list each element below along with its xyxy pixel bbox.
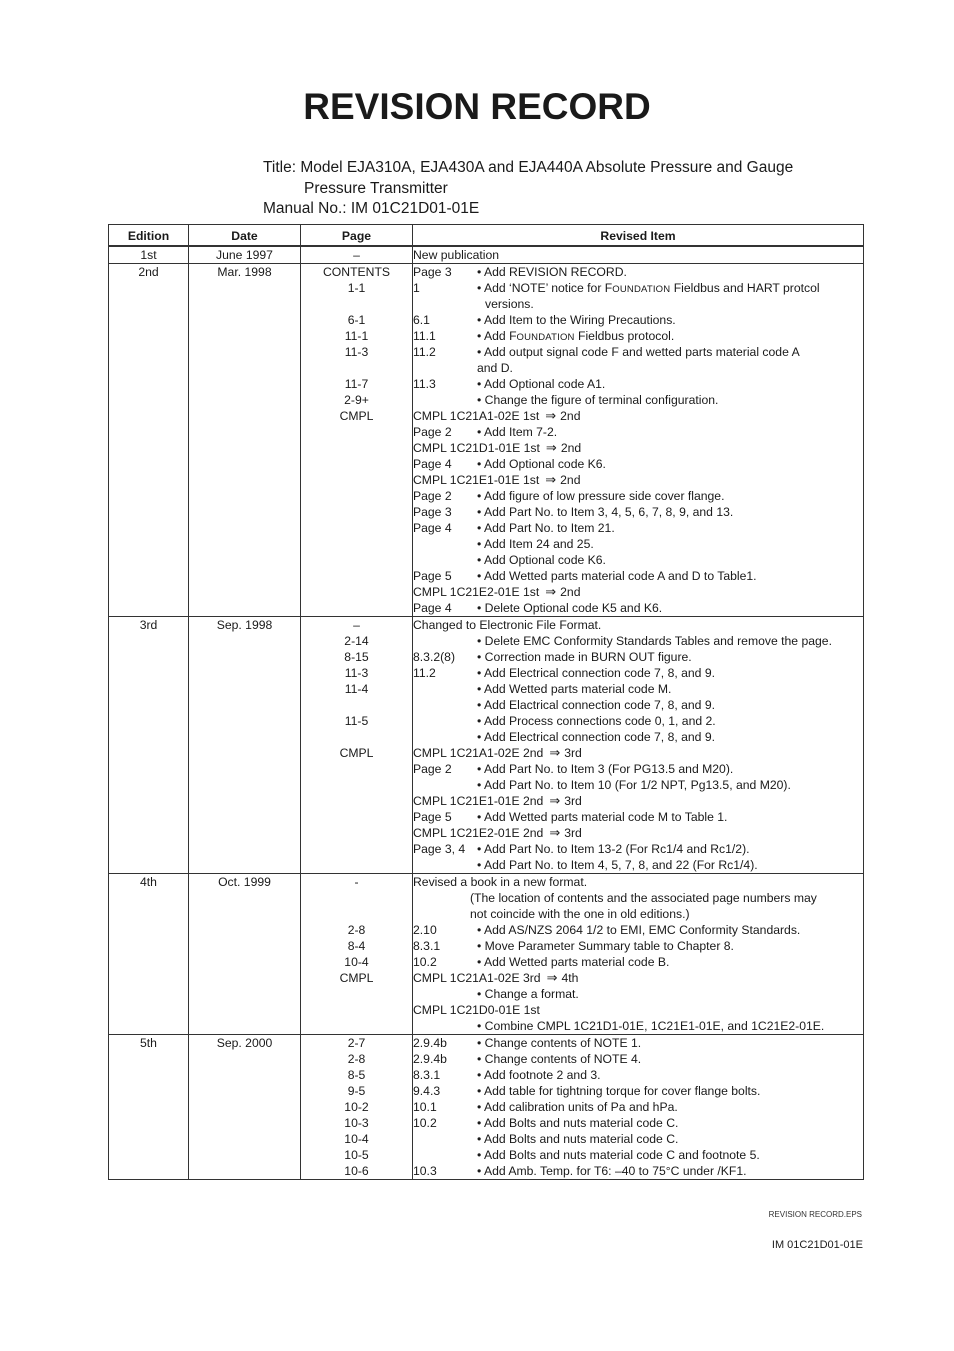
page-ref [301, 906, 412, 922]
revision-text: CMPL 1C21D0-01E 1st [413, 1002, 540, 1017]
revision-line [413, 633, 863, 649]
page-ref: - [354, 874, 359, 889]
revision-text: CMPL 1C21E2-01E 2nd [413, 825, 544, 840]
page-ref [301, 729, 412, 745]
revision-line [413, 504, 863, 520]
revision-text: and D. [477, 360, 513, 375]
header-edition: Edition [109, 225, 189, 246]
section-ref: Page 3 [413, 504, 452, 519]
revision-text: • Correction made in BURN OUT figure. [477, 649, 692, 664]
revision-note: (The location of contents and the associated page numbers may [470, 890, 817, 905]
section-ref: 10.3 [413, 1163, 437, 1178]
revision-text: • Add Part No. to Item 4, 5, 7, 8, and 22 (For Rc1/4). [477, 857, 758, 872]
page-ref: 2-9+ [344, 392, 369, 407]
revision-line [413, 970, 863, 986]
table-row [109, 246, 864, 264]
revision-text: • Add Wetted parts material code B. [477, 954, 670, 969]
section-ref: 9.4.3 [413, 1083, 441, 1098]
date-cell: Sep. 2000 [189, 1034, 301, 1179]
page-ref: 2-8 [347, 922, 366, 937]
revision-line [413, 1018, 863, 1034]
page-ref: 11-5 [344, 713, 369, 728]
revision-text: • Add Amb. Temp. for T6: –40 to 75°C under /KF1. [477, 1163, 747, 1178]
revision-line [413, 376, 863, 392]
target-edition: 2nd [560, 584, 581, 599]
section-ref [413, 777, 477, 793]
page-ref: 11-7 [344, 376, 369, 391]
page-ref [301, 360, 412, 376]
revision-line [413, 1083, 863, 1099]
revision-line [413, 617, 863, 633]
page-ref: 2-8 [347, 1051, 366, 1066]
page-cell [301, 246, 413, 264]
revision-text: • Add Part No. to Item 10 (For 1/2 NPT, Pg13.5, and M20). [477, 777, 791, 792]
revision-text: CMPL 1C21A1-02E 2nd [413, 745, 544, 760]
page-cell [301, 1034, 413, 1179]
revision-text: • Add FOUNDATION Fieldbus protocol. [477, 328, 675, 343]
revision-text: CMPL 1C21A1-02E 3rd [413, 970, 541, 985]
page-ref [301, 697, 412, 713]
figure-file-label: REVISION RECORD.EPS [768, 1210, 862, 1219]
date-cell: Oct. 1999 [189, 873, 301, 1034]
revision-text: CMPL 1C21E1-01E 1st [413, 472, 540, 487]
revision-line [413, 568, 863, 584]
revision-text: CMPL 1C21E1-01E 2nd [413, 793, 544, 808]
page-ref: 9-5 [347, 1083, 366, 1098]
page-ref: – [353, 617, 360, 632]
page-ref: 10-4 [344, 1131, 369, 1146]
revision-text: • Change contents of NOTE 1. [477, 1035, 642, 1050]
page-ref: 11-1 [344, 328, 369, 343]
section-ref [413, 360, 477, 376]
revision-line [413, 713, 863, 729]
revision-line [413, 408, 863, 424]
revision-text: • Add Wetted parts material code M. [477, 681, 672, 696]
revision-text: • Add Optional code K6. [477, 552, 606, 567]
section-ref: 10.2 [413, 1115, 437, 1130]
date-cell: Mar. 1998 [189, 263, 301, 616]
section-ref [413, 1018, 477, 1034]
target-edition: 2nd [560, 408, 581, 423]
section-ref: 11.1 [413, 328, 436, 343]
page-title: REVISION RECORD [303, 86, 651, 127]
revision-text: • Change a format. [477, 986, 579, 1001]
revision-line [413, 986, 863, 1002]
revised-item-cell [413, 246, 864, 264]
revision-text: • Move Parameter Summary table to Chapter 8. [477, 938, 734, 953]
page-ref: 10-3 [344, 1115, 369, 1130]
page-ref: – [353, 247, 360, 262]
revision-line [413, 1163, 863, 1179]
section-ref: 11.2 [413, 344, 436, 359]
page-ref: 11-3 [344, 665, 369, 680]
section-ref: 8.3.1 [413, 938, 441, 953]
edition-cell: 1st [109, 246, 189, 264]
arrow-right-icon: ⇒ [549, 824, 561, 840]
section-ref [413, 392, 477, 408]
revision-line [413, 280, 863, 296]
revision-text: • Add Bolts and nuts material code C and footnote 5. [477, 1147, 760, 1162]
revision-text: • Add AS/NZS 2064 1/2 to EMI, EMC Conformity Standards. [477, 922, 801, 937]
revision-line [413, 1099, 863, 1115]
document-meta [263, 158, 793, 220]
revision-line [413, 1002, 863, 1018]
section-ref: 10.1 [413, 1099, 437, 1114]
page-ref: 8-5 [347, 1067, 366, 1082]
revision-line [413, 328, 863, 344]
page-ref: 8-4 [347, 938, 366, 953]
revision-text: • Add Wetted parts material code A and D to Table1. [477, 568, 757, 583]
revision-line [413, 1067, 863, 1083]
revision-line [413, 440, 863, 456]
target-edition: 3rd [564, 825, 582, 840]
revision-text: • Add Optional code A1. [477, 376, 606, 391]
revision-line [413, 360, 863, 376]
arrow-right-icon: ⇒ [545, 471, 557, 487]
revision-text: • Add footnote 2 and 3. [477, 1067, 601, 1082]
revision-table [108, 224, 864, 1180]
revision-line [413, 456, 863, 472]
revised-item-cell [413, 1034, 864, 1179]
revised-item-cell [413, 616, 864, 873]
arrow-right-icon: ⇒ [545, 407, 557, 423]
revision-line [413, 938, 863, 954]
section-ref: 11.2 [413, 665, 436, 680]
revision-text: • Add Wetted parts material code M to Table 1. [477, 809, 728, 824]
revision-text: • Add Optional code K6. [477, 456, 606, 471]
table-row [109, 873, 864, 1034]
revision-text: • Add Item to the Wiring Precautions. [477, 312, 676, 327]
revision-line [413, 906, 863, 922]
target-edition: 2nd [560, 472, 581, 487]
section-ref [413, 857, 477, 873]
target-edition: 4th [561, 970, 579, 985]
revision-text: • Add Part No. to Item 3 (For PG13.5 and M20). [477, 761, 734, 776]
revision-line [413, 247, 863, 263]
page-ref: 1-1 [347, 280, 366, 295]
header-revised-item: Revised Item [413, 225, 864, 246]
section-ref: 8.3.1 [413, 1067, 441, 1082]
edition-cell: 2nd [109, 263, 189, 616]
header-date: Date [189, 225, 301, 246]
revision-line [413, 392, 863, 408]
revision-line [413, 793, 863, 809]
revision-text: • Change the figure of terminal configuration. [477, 392, 719, 407]
edition-cell: 3rd [109, 616, 189, 873]
date-cell: June 1997 [189, 246, 301, 264]
section-ref: 1 [413, 280, 420, 295]
revision-text: • Add Part No. to Item 13-2 (For Rc1/4 and Rc1/2). [477, 841, 750, 856]
revision-text: • Add output signal code F and wetted parts material code A [477, 344, 800, 359]
revision-line [413, 424, 863, 440]
section-ref: 2.10 [413, 922, 437, 937]
section-ref: Page 4 [413, 600, 452, 615]
revision-text: • Add Bolts and nuts material code C. [477, 1115, 679, 1130]
revision-text: • Add Item 7-2. [477, 424, 558, 439]
arrow-right-icon: ⇒ [549, 792, 561, 808]
revised-item-cell [413, 263, 864, 616]
revision-text: • Add figure of low pressure side cover flange. [477, 488, 725, 503]
section-ref [413, 633, 477, 649]
small-caps-text: OUNDATION [516, 331, 575, 343]
revision-text: • Add Elactrical connection code 7, 8, and 9. [477, 697, 716, 712]
table-row [109, 1034, 864, 1179]
revision-line [413, 681, 863, 697]
arrow-right-icon: ⇒ [545, 583, 557, 599]
header-page: Page [301, 225, 413, 246]
section-ref: Page 3, 4 [413, 841, 466, 856]
table-row [109, 263, 864, 616]
section-ref: Page 2 [413, 761, 452, 776]
revision-text: • Add Electrical connection code 7, 8, and 9. [477, 665, 716, 680]
edition-cell: 4th [109, 873, 189, 1034]
revision-text: • Change contents of NOTE 4. [477, 1051, 642, 1066]
revision-line [413, 729, 863, 745]
page-ref: 11-4 [344, 681, 369, 696]
date-cell: Sep. 1998 [189, 616, 301, 873]
revision-text: • Add REVISION RECORD. [477, 264, 627, 279]
arrow-right-icon: ⇒ [546, 969, 558, 985]
revision-line [413, 761, 863, 777]
arrow-right-icon: ⇒ [545, 439, 557, 455]
section-ref: 11.3 [413, 376, 436, 391]
revision-line [413, 649, 863, 665]
page-cell [301, 616, 413, 873]
revision-line [413, 312, 863, 328]
revision-text: • Delete EMC Conformity Standards Tables and remove the page. [477, 633, 832, 648]
revision-line [413, 745, 863, 761]
revision-text: versions. [485, 296, 534, 311]
revision-text: • Add table for tightning torque for cover flange bolts. [477, 1083, 761, 1098]
page-ref: 10-6 [344, 1163, 369, 1178]
target-edition: 2nd [560, 440, 582, 455]
section-ref: 6.1 [413, 312, 430, 327]
revision-line [413, 584, 863, 600]
revision-line [413, 665, 863, 681]
revision-line [413, 922, 863, 938]
section-ref: Page 5 [413, 568, 452, 583]
section-ref [413, 713, 477, 729]
revision-text: • Add Bolts and nuts material code C. [477, 1131, 679, 1146]
revision-text: • Add ‘NOTE’ notice for FOUNDATION Fieldbus and HART protcol [477, 280, 820, 295]
page-ref: 2-7 [347, 1035, 366, 1050]
page-ref: 6-1 [347, 312, 366, 327]
document-title-line-1: Title: Model EJA310A, EJA430A and EJA440A Absolute Pressure and Gauge [263, 159, 794, 176]
section-ref [413, 986, 477, 1002]
revision-line [413, 890, 863, 906]
revision-note: not coincide with the one in old editions.) [470, 906, 690, 921]
revision-line [413, 600, 863, 616]
manual-number: Manual No.: IM 01C21D01-01E [263, 200, 480, 217]
target-edition: 3rd [564, 793, 582, 808]
section-ref [413, 552, 477, 568]
revision-text: • Add Item 24 and 25. [477, 536, 594, 551]
revision-line [413, 1147, 863, 1163]
page-ref [301, 890, 412, 906]
page-ref: CMPL [339, 970, 374, 985]
revision-line [413, 1115, 863, 1131]
footer-document-number: IM 01C21D01-01E [771, 1239, 863, 1251]
section-ref: 2.9.4b [413, 1051, 447, 1066]
page-ref: CONTENTS [322, 264, 391, 279]
revision-text: Changed to Electronic File Format. [413, 617, 602, 632]
revision-text: • Add Part No. to Item 3, 4, 5, 6, 7, 8, 9, and 13. [477, 504, 734, 519]
revision-text: CMPL 1C21D1-01E 1st [413, 440, 540, 455]
revision-text: CMPL 1C21A1-02E 1st [413, 408, 540, 423]
revision-line [413, 841, 863, 857]
revision-line [413, 825, 863, 841]
revised-item-cell [413, 873, 864, 1034]
page-cell [301, 263, 413, 616]
section-ref: Page 4 [413, 456, 452, 471]
section-ref: Page 3 [413, 264, 452, 279]
arrow-right-icon: ⇒ [549, 744, 561, 760]
revision-text: • Add Electrical connection code 7, 8, and 9. [477, 729, 716, 744]
revision-line [413, 954, 863, 970]
page-ref: 10-4 [344, 954, 369, 969]
section-ref: Page 4 [413, 520, 452, 535]
target-edition: 3rd [564, 745, 582, 760]
section-ref [413, 697, 477, 713]
section-ref: Page 2 [413, 488, 452, 503]
revision-line [413, 488, 863, 504]
section-ref: 10.2 [413, 954, 437, 969]
revision-line [413, 296, 863, 312]
small-caps-text: OUNDATION [612, 283, 671, 295]
revision-line [413, 552, 863, 568]
revision-line [413, 809, 863, 825]
page-ref: 10-2 [344, 1099, 369, 1114]
revision-line [413, 874, 863, 890]
section-ref: 2.9.4b [413, 1035, 447, 1050]
page-ref: 11-3 [344, 344, 369, 359]
revision-line [413, 1051, 863, 1067]
revision-text: CMPL 1C21E2-01E 1st [413, 584, 540, 599]
revision-text: New publication [413, 247, 500, 262]
section-ref: 8.3.2(8) [413, 649, 456, 664]
revision-text: Revised a book in a new format. [413, 874, 588, 889]
section-ref [413, 536, 477, 552]
page-ref: 8-15 [344, 649, 369, 664]
revision-line [413, 1035, 863, 1051]
revision-line [413, 536, 863, 552]
revision-text: • Delete Optional code K5 and K6. [477, 600, 663, 615]
revision-text: • Combine CMPL 1C21D1-01E, 1C21E1-01E, and 1C21E2-01E. [477, 1018, 825, 1033]
revision-line [413, 697, 863, 713]
page-cell [301, 873, 413, 1034]
revision-line [413, 520, 863, 536]
section-ref: Page 5 [413, 809, 452, 824]
revision-line [413, 264, 863, 280]
revision-text: • Add calibration units of Pa and hPa. [477, 1099, 678, 1114]
revision-line [413, 344, 863, 360]
page-ref: 10-5 [344, 1147, 369, 1162]
page-ref: CMPL [339, 408, 374, 423]
section-ref [413, 681, 477, 697]
page-ref [301, 296, 412, 312]
section-ref [413, 1131, 477, 1147]
section-ref [413, 1147, 477, 1163]
document-title-line-2: Pressure Transmitter [304, 179, 448, 197]
revision-text: • Add Process connections code 0, 1, and 2. [477, 713, 716, 728]
revision-text: • Add Part No. to Item 21. [477, 520, 615, 535]
page-ref: CMPL [339, 745, 374, 760]
revision-line [413, 472, 863, 488]
page-ref: 2-14 [344, 633, 369, 648]
revision-line [413, 777, 863, 793]
table-header-row [109, 225, 864, 246]
section-ref: Page 2 [413, 424, 452, 439]
revision-line [413, 1131, 863, 1147]
edition-cell: 5th [109, 1034, 189, 1179]
revision-line [413, 857, 863, 873]
section-ref [413, 296, 477, 312]
section-ref [413, 729, 477, 745]
table-row [109, 616, 864, 873]
